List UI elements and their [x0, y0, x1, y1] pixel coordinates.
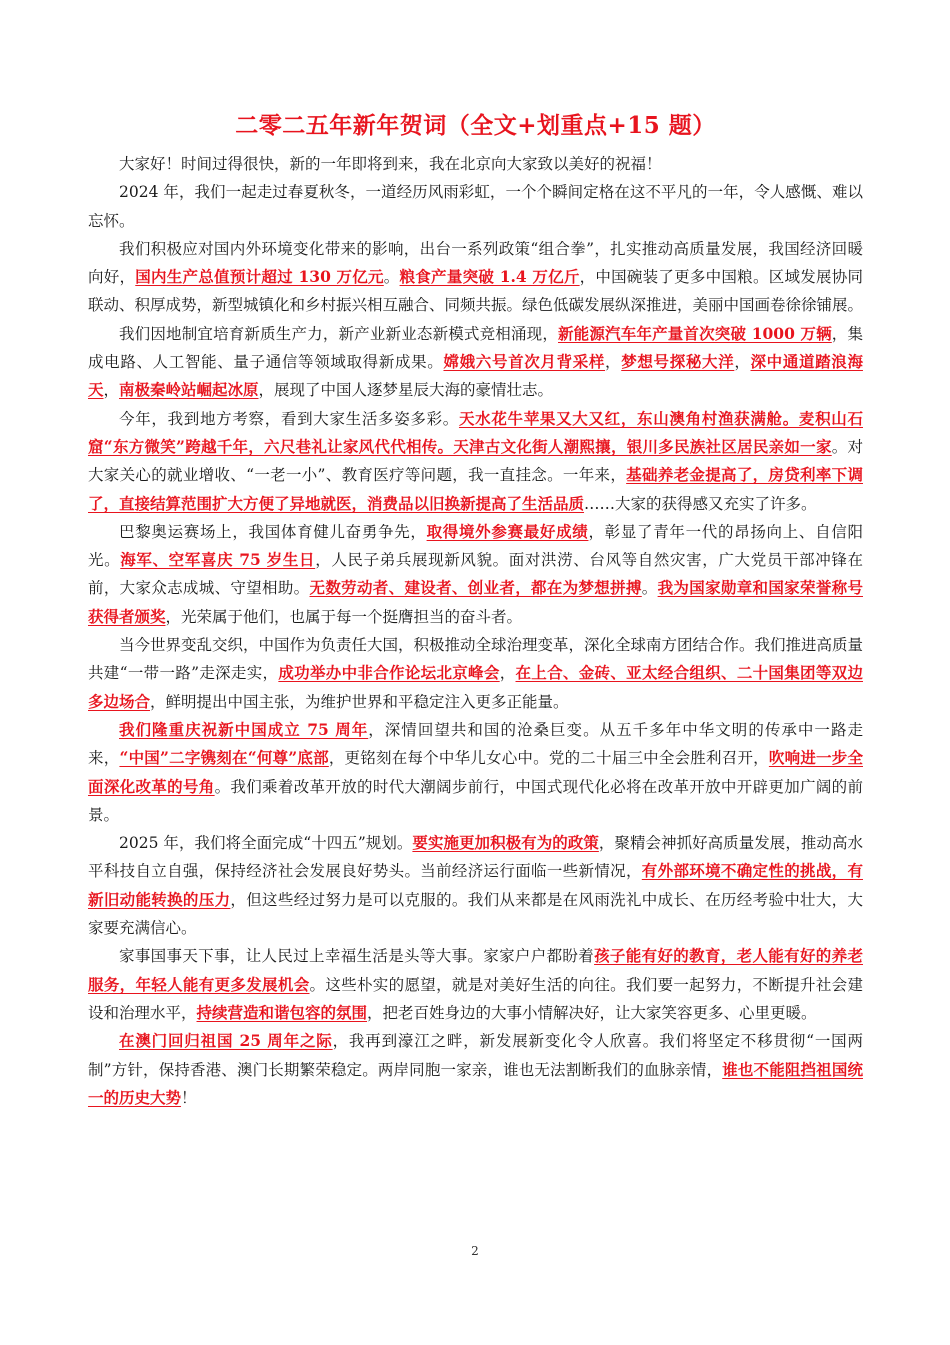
paragraph	[88, 320, 863, 405]
paragraph-text: ，彰显了青年一代的昂扬向上、自信阳光。	[88, 522, 863, 570]
paragraph	[88, 518, 863, 631]
key-point-highlight: 天水花牛苹果又大又红，东山澳角村渔获满舱。麦积山石窟“东方微笑”跨越千年，六尺巷礼让家风代代相传。天津古文化街人潮熙攘，银川多民族社区居民亲如一家	[88, 408, 863, 456]
paragraph-text: ，光荣属于他们，也属于每一个挺膺担当的奋斗者。	[165, 607, 523, 626]
paragraph-text: ，更铭刻在每个中华儿女心中。党的二十届三中全会胜利召开，	[328, 749, 769, 768]
document-body	[88, 150, 863, 1112]
key-point-highlight: 深中通道踏浪海天	[88, 352, 863, 400]
key-point-highlight: 粮食产量突破 1.4 万亿斤	[399, 267, 580, 287]
paragraph-text: 我们积极应对国内外环境变化带来的影响，出台一系列政策“组合拳”，扎实推动高质量发展，我国经济回暖向好，	[88, 239, 863, 287]
paragraph-text: 家事国事天下事，让人民过上幸福生活是头等大事。家家户户都盼着	[119, 947, 595, 966]
paragraph-text: ，把老百姓身边的大事小情解决好，让大家笑容更多、心里更暖。	[367, 1003, 817, 1022]
key-point-highlight: 南极秦岭站崛起冰原	[119, 380, 259, 400]
paragraph-text: ，展现了中国人逐梦星辰大海的豪情壮志。	[258, 381, 554, 400]
paragraph-text: ，	[103, 381, 120, 400]
key-point-highlight: 谁也不能阻挡祖国统一的历史大势	[88, 1059, 863, 1107]
key-point-highlight: 持续营造和谐包容的氛围	[196, 1002, 368, 1022]
paragraph-text: 我们因地制宜培育新质生产力，新产业新业态新模式竞相涌现，	[119, 324, 558, 343]
key-point-highlight: 在上合、金砖、亚太经合组织、二十国集团等双边多边场合	[88, 663, 863, 711]
key-point-highlight: 新能源汽车年产量首次突破 1000 万辆	[558, 323, 832, 343]
paragraph	[88, 150, 863, 178]
paragraph-text: ，聚精会神抓好高质量发展，推动高水平科技自立自强，保持经济社会发展良好势头。当前经济运行面临一些新情况，	[88, 834, 863, 881]
paragraph	[88, 942, 863, 1027]
paragraph-text: 当今世界变乱交织，中国作为负责任大国，积极推动全球治理变革，深化全球南方团结合作。我们推进高质量共建“一带一路”走深走实，	[88, 636, 864, 683]
paragraph-text: ，但这些经过努力是可以克服的。我们从来都是在风雨洗礼中成长、在历经考验中壮大，大家要充满信心。	[88, 890, 863, 938]
key-point-highlight: 我为国家勋章和国家荣誉称号获得者颁奖	[88, 578, 863, 626]
paragraph-text: 2025 年，我们将全面完成“十四五”规划。	[119, 834, 413, 853]
paragraph-text: ，	[499, 664, 516, 683]
paragraph-text: ，我再到濠江之畔，新发展新变化令人欣喜。我们将坚定不移贯彻“一国两制”方针，保持香港、澳门长期繁荣稳定。两岸同胞一家亲，谁也无法割断我们的血脉亲情，	[88, 1032, 863, 1079]
paragraph-text: ！	[181, 1088, 197, 1107]
paragraph-text: ，	[734, 353, 751, 372]
key-point-highlight: 嫦娥六号首次月背采样	[443, 352, 606, 372]
key-point-highlight: 要实施更加积极有为的政策	[412, 833, 599, 853]
paragraph-text: 大家好！时间过得很快，新的一年即将到来，我在北京向大家致以美好的祝福！	[119, 155, 662, 173]
paragraph-text: 。这些朴实的愿望，就是对美好生活的向往。我们要一起努力，不断提升社会建设和治理水平，	[88, 975, 863, 1022]
paragraph	[88, 631, 863, 716]
paragraph-text: ，鲜明提出中国主张，为维护世界和平稳定注入更多正能量。	[150, 692, 569, 711]
key-point-highlight: 梦想号探秘大洋	[621, 352, 735, 372]
document-title: 二零二五年新年贺词（全文+划重点+15 题）	[235, 112, 716, 139]
key-point-highlight: 基础养老金提高了，房贷利率下调了，直接结算范围扩大方便了异地就医，消费品以旧换新提高了生活品质	[88, 465, 863, 513]
key-point-highlight: 成功举办中非合作论坛北京峰会	[278, 663, 500, 683]
paragraph-text: ，深情回望共和国的沧桑巨变。从五千多年中华文明的传承中一路走来，	[88, 720, 863, 768]
paragraph	[88, 1027, 863, 1112]
document-page	[88, 108, 863, 1112]
paragraph-text: 巴黎奥运赛场上，我国体育健儿奋勇争先，	[119, 522, 427, 541]
key-point-highlight: 无数劳动者、建设者、创业者，都在为梦想拼搏	[309, 578, 642, 598]
paragraph	[88, 829, 863, 942]
paragraph-text: ，人民子弟兵展现新风貌。面对洪涝、台风等自然灾害，广大党员干部冲锋在前，大家众志成城、守望相助。	[88, 551, 863, 598]
key-point-highlight: 有外部环境不确定性的挑战，有新旧动能转换的压力	[88, 861, 863, 909]
key-point-highlight: 取得境外参赛最好成绩	[426, 521, 589, 541]
paragraph-text: 。	[641, 579, 658, 598]
key-point-highlight: 孩子能有好的教育，老人能有好的养老服务，年轻人能有更多发展机会	[88, 946, 863, 994]
key-point-highlight: 我们隆重庆祝新中国成立 75 周年	[119, 719, 369, 739]
paragraph-text: 。	[383, 268, 400, 287]
paragraph-text: 。对大家关心的就业增收、“一老一小”、教育医疗等问题，我一直挂念。一年来，	[88, 437, 863, 485]
key-point-highlight: 海军、空军喜庆 75 岁生日	[120, 550, 316, 570]
paragraph-text: 。我们乘着改革开放的时代大潮阔步前行，中国式现代化必将在改革开放中开辟更加广阔的前景。	[88, 777, 863, 824]
paragraph	[88, 405, 863, 518]
paragraph-text: ……大家的获得感又充实了许多。	[584, 494, 817, 513]
page-number: 2	[471, 1244, 479, 1258]
paragraph	[88, 716, 863, 829]
paragraph-text: 今年，我到地方考察，看到大家生活多姿多彩。	[119, 409, 459, 428]
paragraph-text: ，集成电路、人工智能、量子通信等领域取得新成果。	[88, 324, 863, 372]
paragraph	[88, 235, 863, 320]
key-point-highlight: 在澳门回归祖国 25 周年之际	[119, 1031, 333, 1051]
key-point-highlight: 国内生产总值预计超过 130 万亿元	[135, 267, 384, 287]
paragraph-text: ，	[605, 353, 622, 372]
key-point-highlight: 吹响进一步全面深化改革的号角	[88, 748, 863, 796]
key-point-highlight: “中国”二字镌刻在“何尊”底部	[119, 748, 329, 768]
paragraph-text: ，中国碗装了更多中国粮。区域发展协同联动、积厚成势，新型城镇化和乡村振兴相互融合、同频共振。绿色低碳发展纵深推进，美丽中国画卷徐徐铺展。	[88, 268, 864, 315]
paragraph-text: 2024 年，我们一起走过春夏秋冬，一道经历风雨彩虹，一个个瞬间定格在这不平凡的一年，令人感慨、难以忘怀。	[88, 183, 863, 230]
paragraph	[88, 178, 863, 235]
